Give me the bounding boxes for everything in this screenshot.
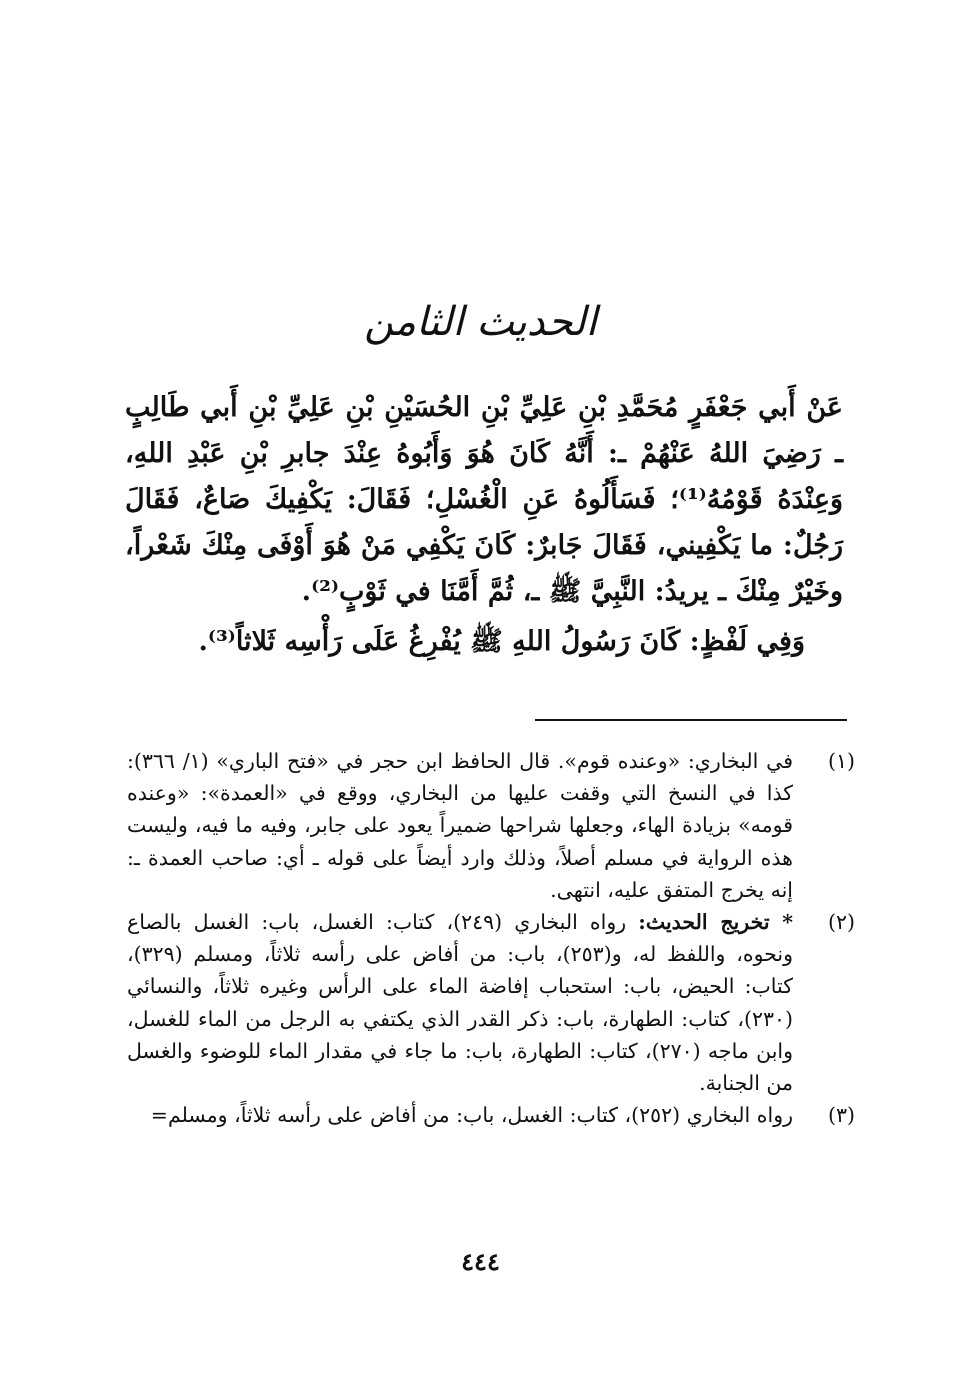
footnote-1 [127,745,855,906]
hadith-paragraph: عَنْ أَبي جَعْفَرٍ مُحَمَّدِ بْنِ عَلِيِّ بْنِ الحُسَيْنِ بْنِ عَلِيِّ بْنِ أَبي طَالِبٍ ـ رَضِيَ اللهُ عَنْهُمْ ـ: أَنَّهُ كَانَ هُوَ وَأَبُوهُ عِنْدَ جابرِ بْنِ عَبْدِ اللهِ، وَعِنْدَهُ قَوْمُهُ⁽¹⁾؛ فَسَأَلُوهُ عَنِ الْغُسْلِ؛ فَقَالَ: يَكْفِيكَ صَاعٌ، فَقَالَ رَجُلٌ: ما يَكْفِيني، فَقَالَ جَابرٌ: كَانَ يَكْفِي مَنْ هُوَ أَوْفَى مِنْكَ شَعْراً، وخَيْرٌ مِنْكَ ـ يريدُ: النَّبِيَّ ﷺ ـ، ثُمَّ أَمَّنَا في ثَوْبٍ⁽²⁾. [125,392,843,607]
footnote-lead: * تخريج الحديث: [638,910,793,935]
footnote-number: (٣) [827,1103,855,1128]
footnote-number: (٢) [827,910,855,935]
footnote-text: رواه البخاري (٢٥٢)، كتاب: الغسل، باب: من أفاض على رأسه ثلاثاً، ومسلم= [150,1103,793,1128]
footnote-number: (١) [827,749,855,773]
hadith-variant-paragraph: وَفِي لَفْظٍ: كَانَ رَسُولُ اللهِ ﷺ يُفْرِغُ عَلَى رَأْسِه ثَلاثاً⁽³⁾. [198,626,805,657]
footnote-text: في البخاري: «وعنده قوم». قال الحافظ ابن حجر في «فتح الباري» (١/ ٣٦٦): كذا في النسخ التي وقفت عليها من البخاري، ووقع في «العمدة»: «وعنده قومه» بزيادة الهاء، وجعلها شراحها ضميراً يعود على جابر، وفيه ما فيه، وليست هذه الرواية في مسلم أصلاً، وذلك وارد أيضاً على قوله ـ أي: صاحب العمدة ـ: إنه يخرج المتفق عليه، انتهى. [127,749,793,902]
footnote-separator [535,719,847,721]
footnote-text: رواه البخاري (٢٤٩)، كتاب: الغسل، باب: الغسل بالصاع ونحوه، واللفظ له، و(٢٥٣)، باب: من أفاض على رأسه ثلاثاً، ومسلم (٣٢٩)، كتاب: الحيض، باب: استحباب إفاضة الماء على الرأس وغيره ثلاثاً، والنسائي (٢٣٠)، كتاب: الطهارة، باب: ذكر القدر الذي يكتفي به الرجل من الماء للغسل، وابن ماجه (٢٧٠)، كتاب: الطهارة، باب: ما جاء في مقدار الماء للوضوء والغسل من الجنابة. [127,910,794,1096]
footnotes [127,745,855,1131]
footnote-2 [127,906,855,1099]
footnote-3 [127,1099,855,1131]
page-number: ٤٤٤ [461,1247,500,1276]
hadith-body [125,385,843,665]
hadith-title: الحديث الثامن [364,299,597,345]
